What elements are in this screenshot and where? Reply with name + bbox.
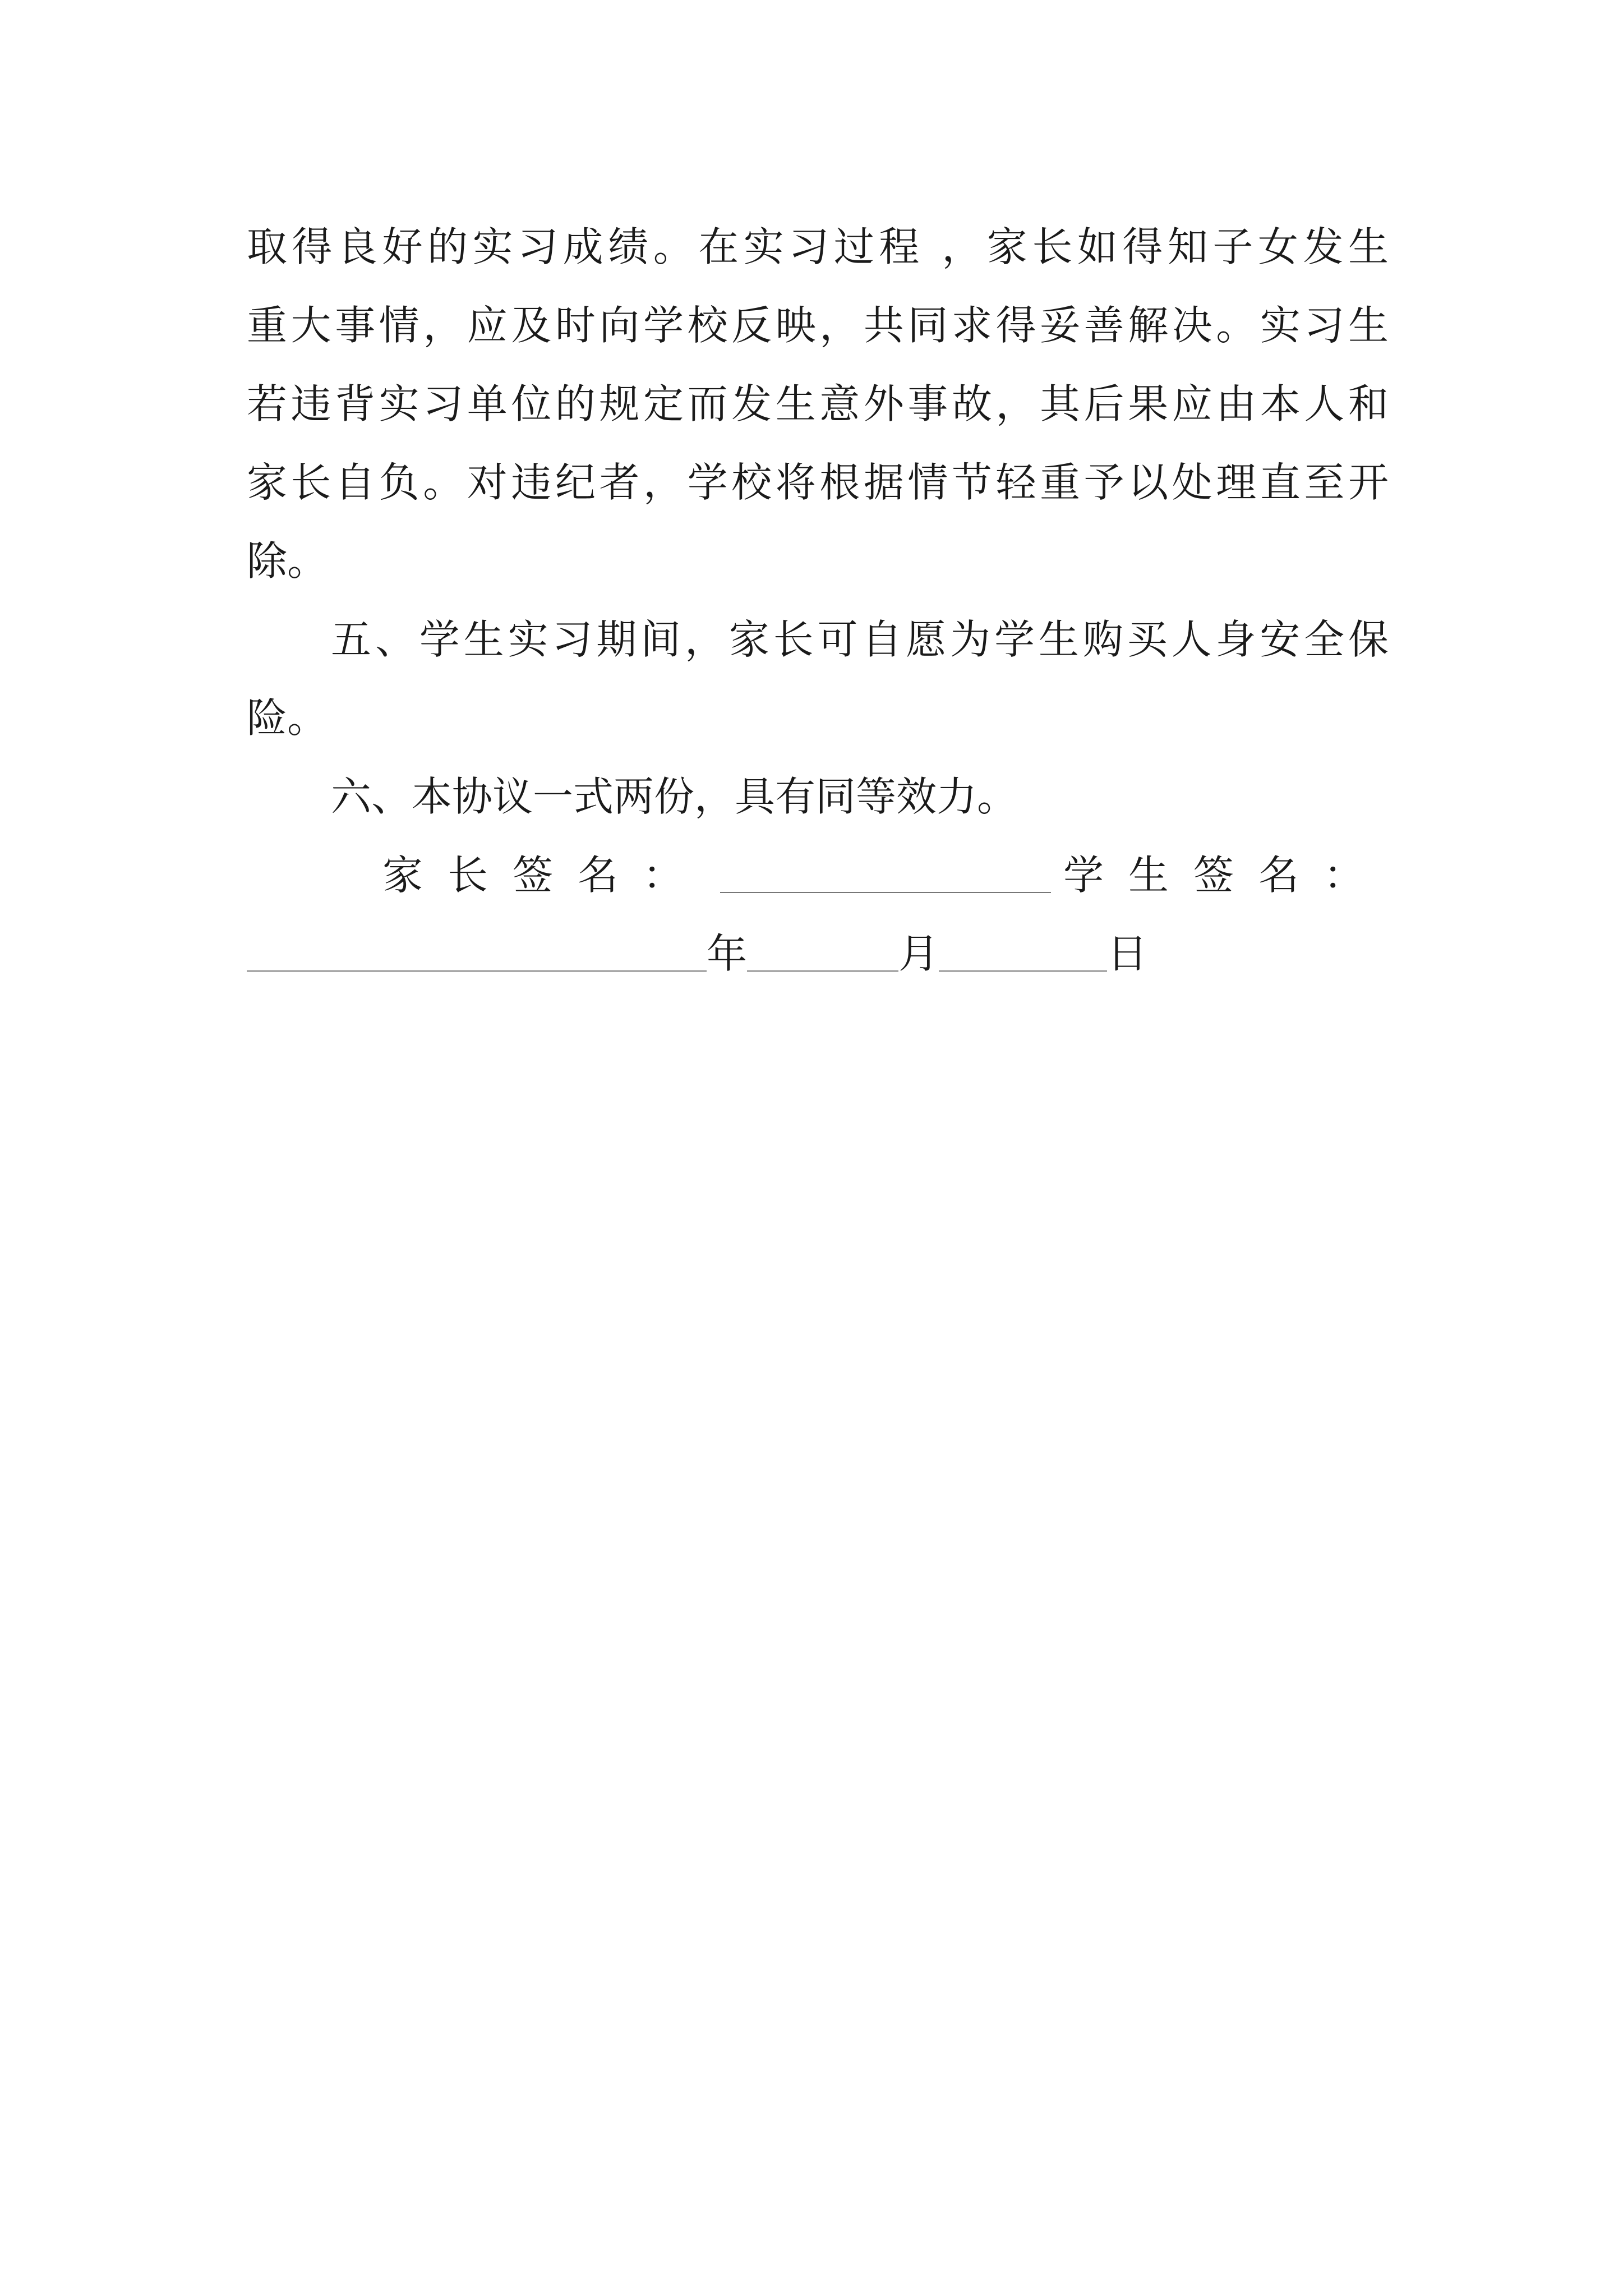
paragraph-line: 重大事情，应及时向学校反映，共同求得妥善解决。实习生: [247, 302, 1389, 349]
parent-signature-line[interactable]: [720, 881, 1051, 893]
day-label: 日: [1107, 930, 1148, 977]
student-signature-line[interactable]: [247, 959, 707, 972]
student-signature-date-row: [247, 914, 1389, 993]
signature-row: [247, 836, 1389, 914]
document-body: [247, 208, 1389, 993]
paragraph-line: 除。: [247, 537, 328, 585]
paragraph-line: 若违背实习单位的规定而发生意外事故，其后果应由本人和: [247, 380, 1389, 427]
year-label: 年: [707, 930, 748, 977]
month-blank[interactable]: [747, 959, 898, 972]
clause-5-line: 险。: [247, 694, 328, 742]
paragraph-line: 家长自负。对违纪者，学校将根据情节轻重予以处理直至开: [247, 459, 1389, 506]
paragraph-line: 取得良好的实习成绩。在实习过程 ，家长如得知子女发生: [247, 223, 1389, 270]
parent-signature-label: 家长签名：: [382, 852, 708, 899]
month-label: 月: [898, 930, 939, 977]
day-blank[interactable]: [939, 959, 1107, 972]
clause-6-line: 六、本协议一式两份，具有同等效力。: [331, 773, 1018, 820]
clause-5-line: 五、学生实习期间，家长可自愿为学生购买人身安全保: [331, 616, 1389, 663]
student-signature-label: 学生签名：: [1063, 852, 1389, 899]
